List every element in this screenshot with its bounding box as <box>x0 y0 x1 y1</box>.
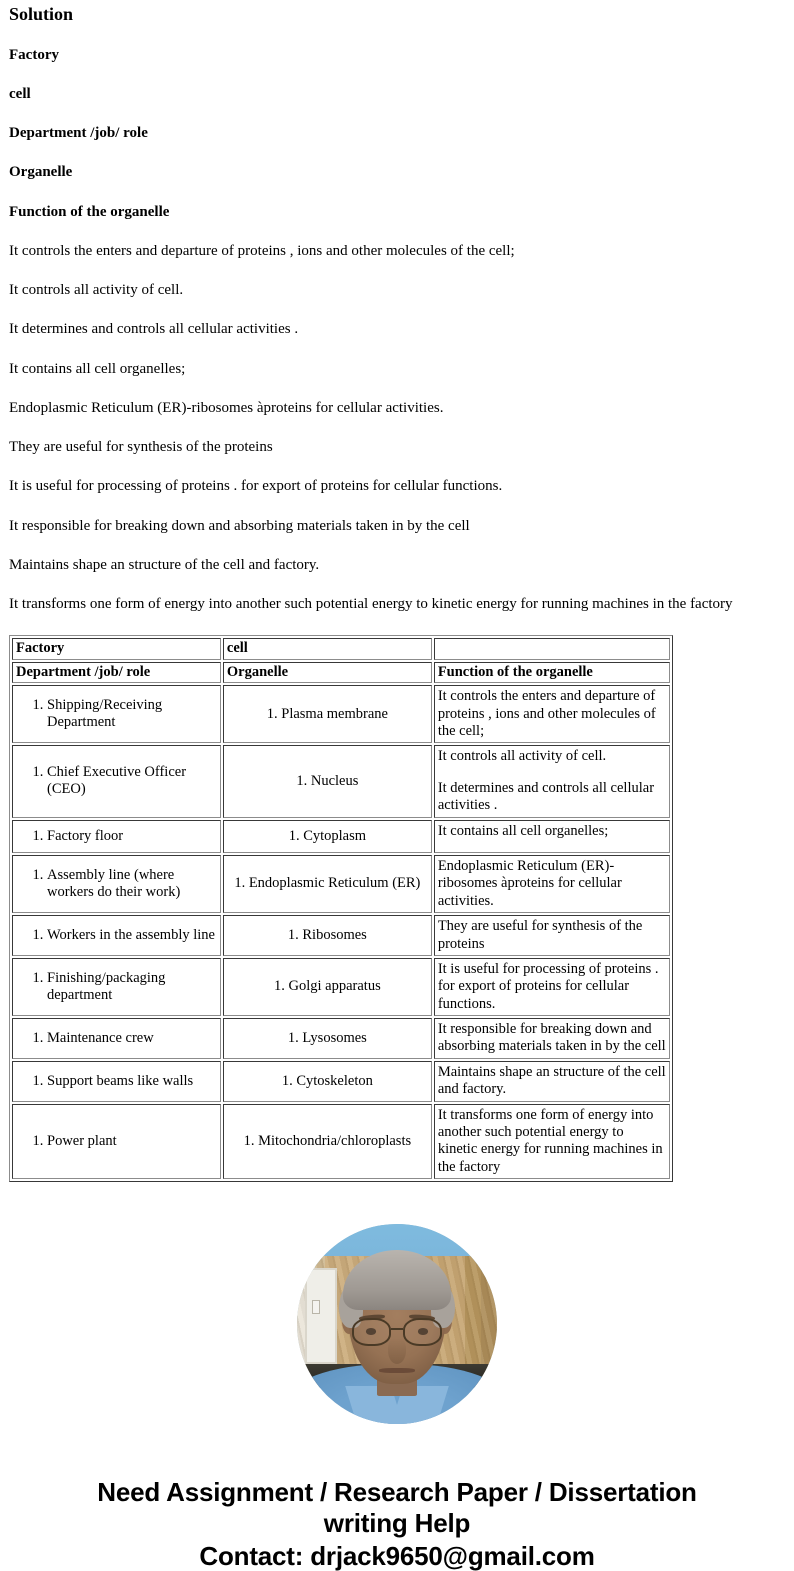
photo-mouth <box>379 1368 415 1373</box>
promo-line-2: writing Help <box>323 1507 471 1538</box>
function-paragraph: Maintains shape an structure of the cell and factory. <box>437 1063 666 1098</box>
intro-body-line: They are useful for synthesis of the proteins <box>9 439 273 456</box>
promo-block <box>9 1477 785 1571</box>
cell-organelle <box>223 915 432 956</box>
intro-body-line: It contains all cell organelles; <box>9 360 186 377</box>
intro-body-line: Maintains shape an structure of the cell and factory. <box>9 556 320 573</box>
department-list <box>15 1030 218 1047</box>
cell-function <box>434 745 670 817</box>
header-cell-department: Department /job/ role <box>12 662 221 683</box>
department-list <box>15 1073 218 1090</box>
organelle-list <box>287 826 368 847</box>
table-banner-row <box>12 638 670 659</box>
intro-heading-line: Function of the organelle <box>9 203 170 220</box>
cell-function <box>434 915 670 956</box>
cell-organelle <box>223 855 432 913</box>
photo-light-switch <box>312 1300 320 1314</box>
table-row <box>12 855 670 913</box>
intro-body-line: It controls the enters and departure of proteins , ions and other molecules of the cell; <box>9 242 515 259</box>
cell-organelle <box>223 745 432 817</box>
list-item: 1. Shipping/Receiving Department <box>47 697 218 732</box>
function-paragraph: It determines and controls all cellular activities . <box>437 779 655 814</box>
function-paragraph: Endoplasmic Reticulum (ER)-ribosomes àproteins for cellular activities. <box>437 857 622 909</box>
function-paragraph: It responsible for breaking down and absorbing materials taken in by the cell <box>437 1021 666 1055</box>
cell-function <box>434 1061 670 1102</box>
cell-function <box>434 820 670 853</box>
department-list <box>15 867 218 902</box>
portrait-container <box>9 1224 785 1429</box>
intro-text-block <box>9 47 785 614</box>
promo-line-3: Contact: drjack9650@gmail.com <box>199 1540 595 1571</box>
function-paragraph: It is useful for processing of proteins . for export of proteins for cellular functions. <box>437 960 659 1012</box>
table-row <box>12 685 670 743</box>
cell-department <box>12 1018 221 1059</box>
list-item: 1. Chief Executive Officer (CEO) <box>47 764 218 799</box>
department-list <box>15 970 218 1005</box>
table-row <box>12 915 670 956</box>
photo-eyeglass-lens-left <box>352 1318 391 1346</box>
cell-function <box>434 1104 670 1180</box>
department-list <box>15 1133 218 1150</box>
intro-heading-line: Department /job/ role <box>9 125 148 142</box>
cell-organelle <box>223 1018 432 1059</box>
table-row <box>12 1018 670 1059</box>
cell-organelle <box>223 1104 432 1180</box>
cell-department <box>12 745 221 817</box>
list-item: 1. Cytoplasm <box>289 828 366 845</box>
intro-heading-line: Organelle <box>9 164 73 181</box>
organelle-list <box>272 976 383 997</box>
intro-body-line: Endoplasmic Reticulum (ER)-ribosomes àproteins for cellular activities. <box>9 399 444 416</box>
list-item: 1. Mitochondria/chloroplasts <box>244 1133 412 1150</box>
list-item: 1. Golgi apparatus <box>274 978 381 995</box>
cell-organelle <box>223 685 432 743</box>
avatar <box>297 1224 497 1424</box>
department-list <box>15 927 218 944</box>
cell-department <box>12 958 221 1016</box>
header-cell-function: Function of the organelle <box>434 662 670 683</box>
cell-organelle <box>223 1061 432 1102</box>
list-item: 1. Plasma membrane <box>267 706 388 723</box>
header-cell-organelle: Organelle <box>223 662 432 683</box>
intro-body-line: It transforms one form of energy into another such potential energy to kinetic energy for running machines in the factory <box>9 596 733 613</box>
banner-cell-empty <box>434 638 670 659</box>
photo-door-frame <box>305 1268 337 1364</box>
table-row <box>12 1104 670 1180</box>
organelle-list <box>286 1028 369 1049</box>
organelle-list <box>286 925 369 946</box>
document-page <box>0 4 794 1571</box>
cell-department <box>12 855 221 913</box>
photo-eyeglass-lens-right <box>403 1318 442 1346</box>
intro-heading-line: cell <box>9 85 31 102</box>
cell-department <box>12 685 221 743</box>
banner-cell-cell: cell <box>223 638 432 659</box>
page-title: Solution <box>9 4 74 24</box>
department-list <box>15 764 218 799</box>
table-header-row <box>12 662 670 683</box>
cell-department <box>12 1104 221 1180</box>
list-item: 1. Finishing/packaging department <box>47 970 218 1005</box>
list-item: 1. Ribosomes <box>288 927 367 944</box>
function-paragraph: It controls all activity of cell. <box>437 748 607 765</box>
table-row <box>12 958 670 1016</box>
organelle-list <box>232 873 422 894</box>
intro-heading-line: Factory <box>9 46 59 63</box>
cell-function <box>434 855 670 913</box>
department-list <box>15 697 218 732</box>
cell-organelle <box>223 958 432 1016</box>
organelle-list <box>294 771 360 792</box>
cell-function <box>434 958 670 1016</box>
function-paragraph: It controls the enters and departure of proteins , ions and other molecules of the cell; <box>437 688 656 739</box>
intro-body-line: It determines and controls all cellular activities . <box>9 321 299 338</box>
function-paragraph: It transforms one form of energy into another such potential energy to kinetic energy for running machines in the factory <box>437 1106 663 1175</box>
intro-body-line: It is useful for processing of proteins . for export of proteins for cellular functions. <box>9 478 503 495</box>
list-item: 1. Cytoskeleton <box>282 1073 373 1090</box>
list-item: 1. Assembly line (where workers do their work) <box>47 867 218 902</box>
cell-function <box>434 1018 670 1059</box>
list-item: 1. Power plant <box>47 1133 218 1150</box>
function-paragraph: It contains all cell organelles; <box>437 822 609 839</box>
cell-department <box>12 820 221 853</box>
list-item: 1. Workers in the assembly line <box>47 927 218 944</box>
list-item: 1. Support beams like walls <box>47 1073 218 1090</box>
table-row <box>12 1061 670 1102</box>
department-list <box>15 828 218 845</box>
list-item: 1. Lysosomes <box>288 1030 367 1047</box>
factory-cell-comparison-table <box>9 635 673 1182</box>
list-item: 1. Endoplasmic Reticulum (ER) <box>234 875 420 892</box>
table-row <box>12 820 670 853</box>
cell-organelle <box>223 820 432 853</box>
list-item: 1. Maintenance crew <box>47 1030 218 1047</box>
promo-line-1: Need Assignment / Research Paper / Dissertation <box>97 1477 697 1508</box>
list-item: 1. Factory floor <box>47 828 218 845</box>
organelle-list <box>242 1131 414 1152</box>
function-paragraph: They are useful for synthesis of the proteins <box>437 918 643 952</box>
organelle-list <box>280 1071 375 1092</box>
cell-department <box>12 915 221 956</box>
table-row <box>12 745 670 817</box>
cell-function <box>434 685 670 743</box>
cell-department <box>12 1061 221 1102</box>
organelle-list <box>265 704 390 725</box>
list-item: 1. Nucleus <box>296 773 358 790</box>
photo-eyeglass-bridge <box>391 1328 403 1330</box>
intro-body-line: It controls all activity of cell. <box>9 282 184 299</box>
intro-body-line: It responsible for breaking down and absorbing materials taken in by the cell <box>9 517 470 534</box>
banner-cell-factory: Factory <box>12 638 221 659</box>
